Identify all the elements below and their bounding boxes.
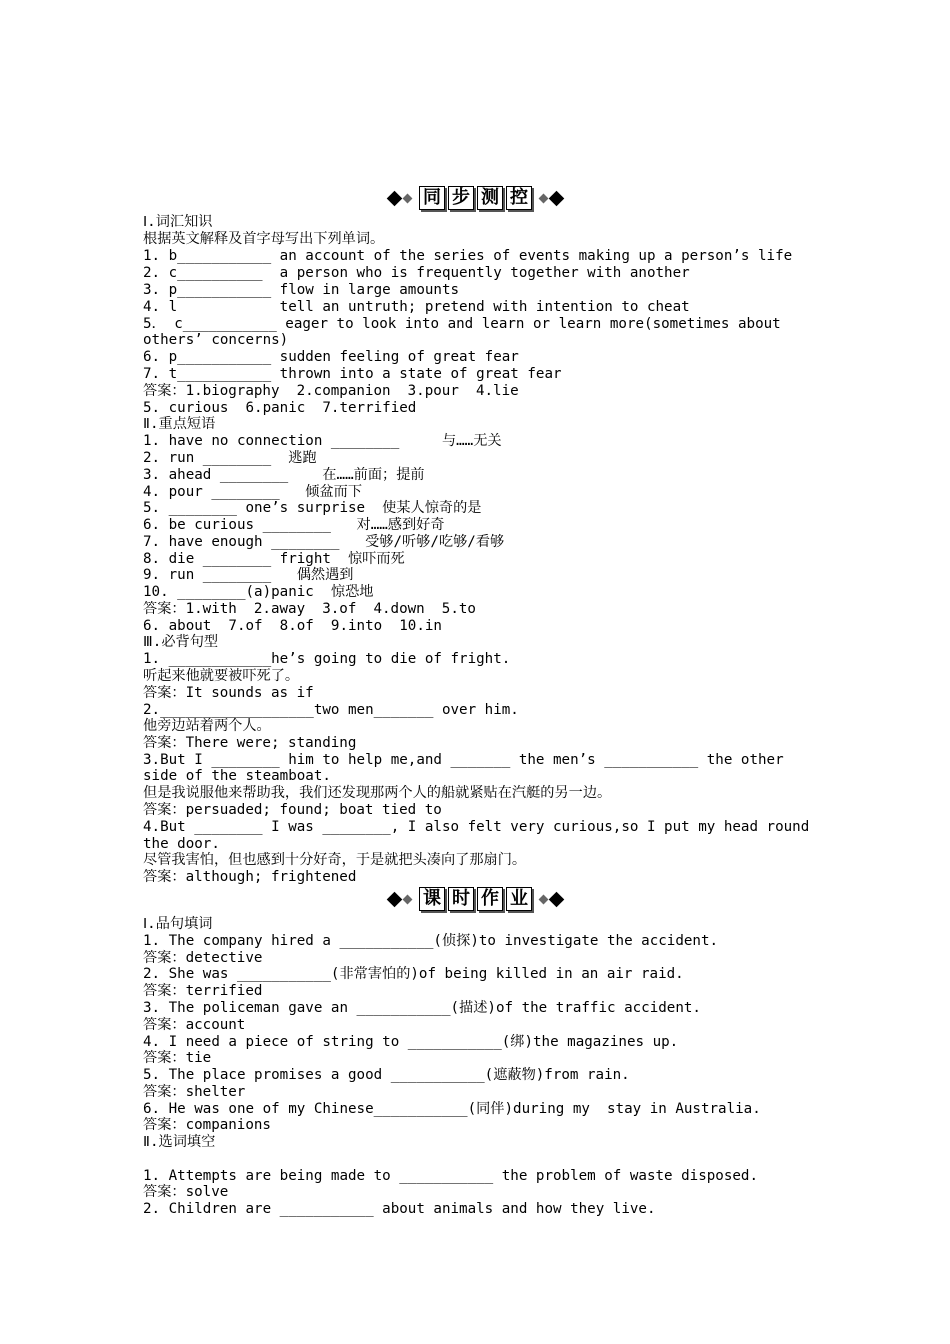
banner-char: 业 <box>506 887 532 911</box>
banner-left-diamonds-icon <box>389 193 411 204</box>
answer-line: 答案：1.biography 2.companion 3.pour 4.lie <box>143 383 519 399</box>
vocab-line: 7. t___________ thrown into a state of great fear <box>143 366 562 382</box>
phrase-line: 5. ________ one’s surprise 使某人惊奇的是 <box>143 500 482 516</box>
answer-line: 答案：It sounds as if <box>143 685 314 701</box>
vocab-line: 6. p___________ sudden feeling of great fear <box>143 349 519 365</box>
banner-char: 同 <box>419 186 445 210</box>
sentence-line: 3.But I ________ him to help me,and _______ the men’s ___________ the other <box>143 752 784 768</box>
phrase-line: 3. ahead ________ 在……前面；提前 <box>143 467 425 483</box>
choose-section-title: Ⅱ.选词填空 <box>143 1134 216 1150</box>
answer-line: 答案：shelter <box>143 1084 246 1100</box>
answer-line: 答案：terrified <box>143 983 263 999</box>
phrase-line: 7. have enough ________ 受够/听够/吃够/看够 <box>143 534 505 550</box>
fill-line: 4. I need a piece of string to ___________(绑)the magazines up. <box>143 1034 679 1050</box>
phrase-line: 9. run ________ 偶然遇到 <box>143 567 354 583</box>
section-banner-sync-test <box>143 185 808 211</box>
sentence-line: 听起来他就要被吓死了。 <box>143 668 300 684</box>
choose-line: 1. Attempts are being made to ___________ the problem of waste disposed. <box>143 1168 758 1184</box>
sentence-line: 1. ____________he’s going to die of fright. <box>143 651 511 667</box>
answer-line: 答案：although; frightened <box>143 869 357 885</box>
phrase-line: 2. run ________ 逃跑 <box>143 450 317 466</box>
answer-line: 答案：detective <box>143 950 263 966</box>
banner-right-diamonds-icon <box>540 193 562 204</box>
vocab-line: 4. l tell an untruth; pretend with intention to cheat <box>143 299 690 315</box>
sentences-section-title: Ⅲ.必背句型 <box>143 634 219 650</box>
answer-line: 6. about 7.of 8.of 9.into 10.in <box>143 618 442 634</box>
answer-line: 5. curious 6.panic 7.terrified <box>143 400 417 416</box>
vocab-line: others’ concerns) <box>143 332 289 348</box>
answer-line: 答案：companions <box>143 1117 271 1133</box>
answer-line: 答案：1.with 2.away 3.of 4.down 5.to <box>143 601 476 617</box>
sentence-line: 4.But ________ I was ________, I also felt very curious,so I put my head round <box>143 819 810 835</box>
answer-line: 答案：account <box>143 1017 246 1033</box>
banner-right-diamonds-icon <box>540 894 562 905</box>
choose-line: 2. Children are ___________ about animals and how they live. <box>143 1201 656 1217</box>
fill-line: 6. He was one of my Chinese___________(同伴)during my stay in Australia. <box>143 1101 761 1117</box>
vocab-line: 2. c__________ a person who is frequently together with another <box>143 265 690 281</box>
answer-line: 答案：There were; standing <box>143 735 357 751</box>
banner-char: 测 <box>477 186 503 210</box>
sentence-line: side of the steamboat. <box>143 768 331 784</box>
banner-char: 作 <box>477 887 503 911</box>
vocab-line: 1. b___________ an account of the series of events making up a person’s life <box>143 248 793 264</box>
vocab-section-title: Ⅰ.词汇知识 <box>143 214 213 230</box>
answer-line: 答案：persuaded; found; boat tied to <box>143 802 442 818</box>
vocab-line: 5． c___________ eager to look into and learn or learn more(sometimes about <box>143 316 781 332</box>
sentence-line: 2.__________________two men_______ over him. <box>143 702 519 718</box>
answer-line: 答案：solve <box>143 1184 229 1200</box>
banner-char: 步 <box>448 186 474 210</box>
phrase-line: 6. be curious ________ 对……感到好奇 <box>143 517 445 533</box>
phrase-line: 4. pour ________ 倾盆而下 <box>143 484 363 500</box>
vocab-instruction: 根据英文解释及首字母写出下列单词。 <box>143 231 385 247</box>
answer-line: 答案：tie <box>143 1050 212 1066</box>
fill-line: 2. She was ___________(非常害怕的)of being killed in an air raid. <box>143 966 684 982</box>
fill-line: 5. The place promises a good ___________(遮蔽物)from rain. <box>143 1067 630 1083</box>
fill-section-title: Ⅰ.品句填词 <box>143 916 213 932</box>
sentence-line: 尽管我害怕，但也感到十分好奇，于是就把头凑向了那扇门。 <box>143 852 527 868</box>
phrase-line: 10. ________(a)panic 惊恐地 <box>143 584 374 600</box>
sentence-line: the door. <box>143 836 220 852</box>
banner-char: 时 <box>448 887 474 911</box>
banner-char: 控 <box>506 186 532 210</box>
banner-left-diamonds-icon <box>389 894 411 905</box>
sentence-line: 他旁边站着两个人。 <box>143 718 271 734</box>
banner-char: 课 <box>419 887 445 911</box>
phrases-section-title: Ⅱ.重点短语 <box>143 416 216 432</box>
phrase-line: 1. have no connection ________ 与……无关 <box>143 433 502 449</box>
fill-line: 1. The company hired a ___________(侦探)to investigate the accident. <box>143 933 719 949</box>
sentence-line: 但是我说服他来帮助我，我们还发现那两个人的船就紧贴在汽艇的另一边。 <box>143 785 612 801</box>
phrase-line: 8. die ________ fright 惊吓而死 <box>143 551 405 567</box>
vocab-line: 3. p___________ flow in large amounts <box>143 282 460 298</box>
section-banner-homework <box>143 886 808 912</box>
fill-line: 3. The policeman gave an ___________(描述)of the traffic accident. <box>143 1000 701 1016</box>
